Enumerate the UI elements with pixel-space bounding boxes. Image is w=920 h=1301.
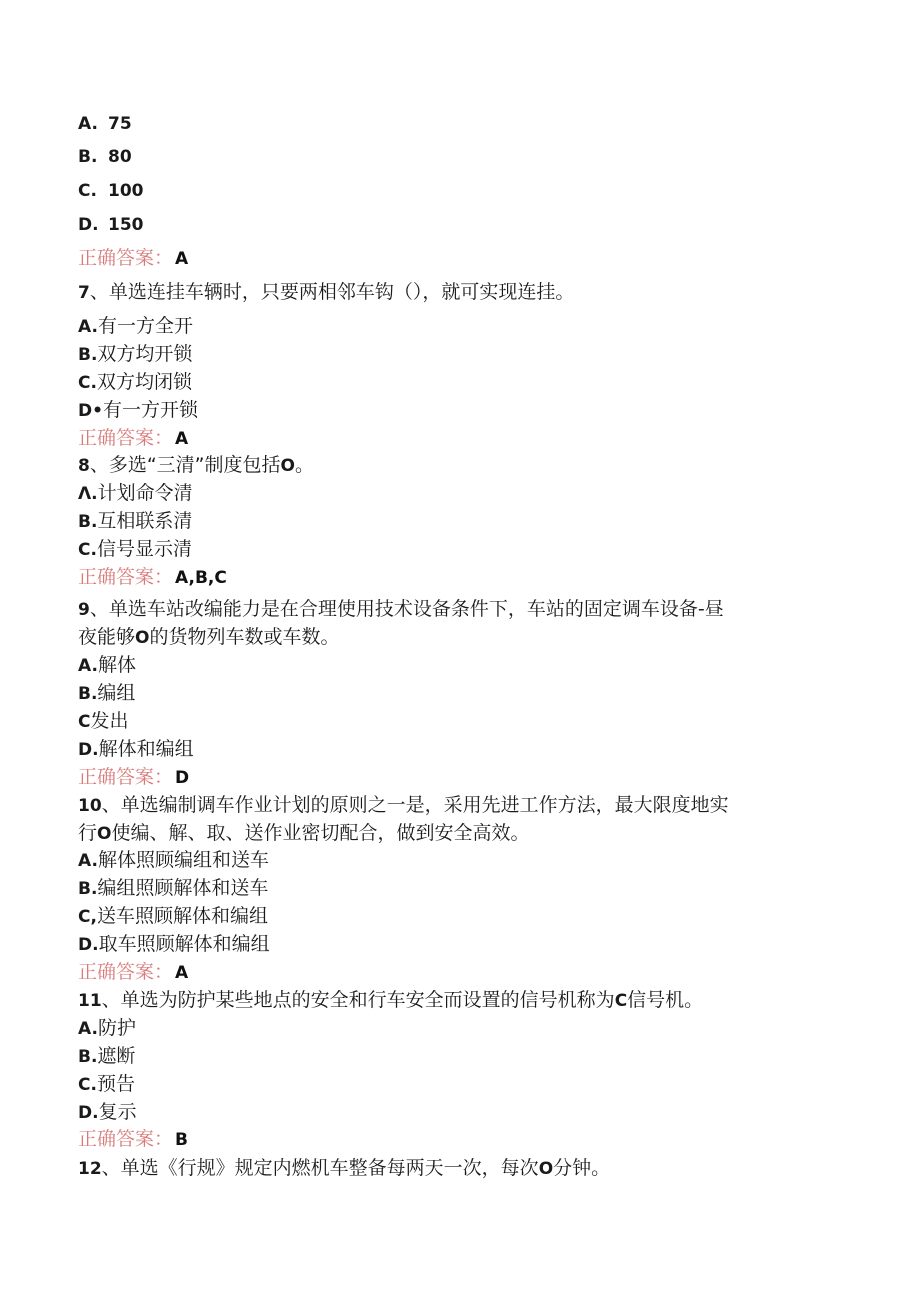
- q10-option-d: D.取车照顾解体和编组: [78, 933, 270, 955]
- question-12: 12、单选《行规》规定内燃机车整备每两天一次，每次O分钟。: [78, 1157, 611, 1179]
- q11-option-a: A.防护: [78, 1017, 136, 1039]
- q9-option-b: B.编组: [78, 682, 136, 704]
- option-a: A. 75: [78, 114, 132, 134]
- q11-option-c: C.预告: [78, 1073, 135, 1095]
- answer-line: 正确答案： A: [78, 961, 189, 983]
- q9-option-d: D.解体和编组: [78, 738, 194, 760]
- question-8: 8、多选“三清”制度包括O。: [78, 454, 314, 476]
- answer-line: 正确答案： A,B,C: [78, 566, 227, 588]
- q7-option-a: A.有一方全开: [78, 315, 193, 337]
- q7-option-d: D•有一方开锁: [78, 399, 198, 421]
- q7-option-c: C.双方均闭锁: [78, 371, 192, 393]
- q11-option-d: D.复示: [78, 1101, 137, 1123]
- answer-line: 正确答案： A: [78, 427, 189, 449]
- question-7: 7、单选连挂车辆时，只要两相邻车钩（），就可实现连挂。: [78, 281, 575, 303]
- option-d: D. 150: [78, 215, 144, 235]
- question-10-continued: 行O使编、解、取、送作业密切配合，做到安全高效。: [78, 822, 530, 844]
- q9-option-c: C发出: [78, 710, 129, 732]
- question-9: 9、单选车站改编能力是在合理使用技术设备条件下，车站的固定调车设备-昼: [78, 598, 724, 620]
- q10-option-a: A.解体照顾编组和送车: [78, 849, 269, 871]
- answer-line: 正确答案： D: [78, 766, 190, 788]
- answer-line: 正确答案： B: [78, 1128, 188, 1150]
- q8-option-a: Λ.计划命令清: [78, 482, 193, 504]
- question-9-continued: 夜能够O的货物列车数或车数。: [78, 626, 340, 648]
- question-10: 10、单选编制调车作业计划的原则之一是，采用先进工作方法，最大限度地实: [78, 794, 729, 816]
- answer-line: 正确答案： A: [78, 247, 189, 269]
- q11-option-b: B.遮断: [78, 1045, 136, 1067]
- q10-option-c: C,送车照顾解体和编组: [78, 905, 268, 927]
- question-11: 11、单选为防护某些地点的安全和行车安全而设置的信号机称为C信号机。: [78, 989, 704, 1011]
- q10-option-b: B.编组照顾解体和送车: [78, 877, 269, 899]
- q8-option-c: C.信号显示清: [78, 538, 192, 560]
- q8-option-b: B.互相联系清: [78, 510, 193, 532]
- option-b: B. 80: [78, 147, 132, 167]
- option-c: C. 100: [78, 181, 144, 201]
- q7-option-b: B.双方均开锁: [78, 343, 193, 365]
- q9-option-a: A.解体: [78, 654, 136, 676]
